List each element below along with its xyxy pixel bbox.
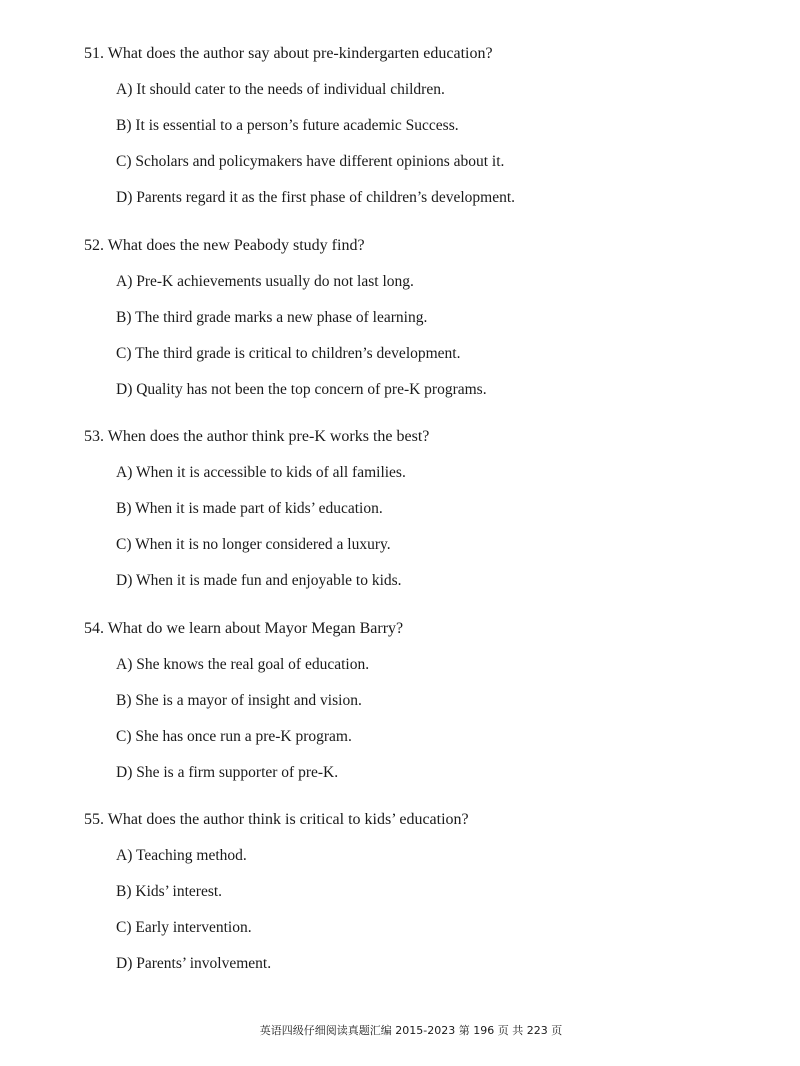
question-54 <box>84 619 764 783</box>
option-b: B) The third grade marks a new phase of learning. <box>116 309 428 326</box>
option-c: C) Early intervention. <box>116 919 252 936</box>
question-stem: 52. What does the new Peabody study find? <box>84 237 365 254</box>
option-d: D) Parents regard it as the first phase of children’s development. <box>116 189 516 206</box>
question-stem: 54. What do we learn about Mayor Megan Barry? <box>84 620 404 637</box>
option-a: A) She knows the real goal of education. <box>116 656 370 673</box>
question-55 <box>84 810 764 974</box>
option-a: A) It should cater to the needs of individual children. <box>116 81 445 98</box>
question-52 <box>84 236 764 400</box>
option-d: D) Quality has not been the top concern of pre-K programs. <box>116 381 487 398</box>
option-c: C) Scholars and policymakers have different opinions about it. <box>116 153 505 170</box>
option-b: B) Kids’ interest. <box>116 883 223 900</box>
option-d: D) When it is made fun and enjoyable to kids. <box>116 572 402 589</box>
question-stem: 51. What does the author say about pre-kindergarten education? <box>84 45 493 62</box>
option-d: D) She is a firm supporter of pre-K. <box>116 764 339 781</box>
option-a: A) When it is accessible to kids of all families. <box>116 464 406 481</box>
option-d: D) Parents’ involvement. <box>116 955 272 972</box>
question-53 <box>84 427 764 591</box>
page-footer: 英语四级仔细阅读真题汇编 2015-2023 第 196 页 共 223 页 <box>259 1024 563 1037</box>
option-a: A) Pre-K achievements usually do not last long. <box>116 273 414 290</box>
option-c: C) When it is no longer considered a luxury. <box>116 536 391 553</box>
option-b: B) She is a mayor of insight and vision. <box>116 692 362 709</box>
option-c: C) She has once run a pre-K program. <box>116 728 352 745</box>
option-b: B) When it is made part of kids’ education. <box>116 500 383 517</box>
option-b: B) It is essential to a person’s future academic Success. <box>116 117 459 134</box>
option-a: A) Teaching method. <box>116 847 247 864</box>
question-stem: 53. When does the author think pre-K works the best? <box>84 428 430 445</box>
question-stem: 55. What does the author think is critical to kids’ education? <box>84 811 469 828</box>
question-51 <box>84 44 764 208</box>
option-c: C) The third grade is critical to children’s development. <box>116 345 461 362</box>
